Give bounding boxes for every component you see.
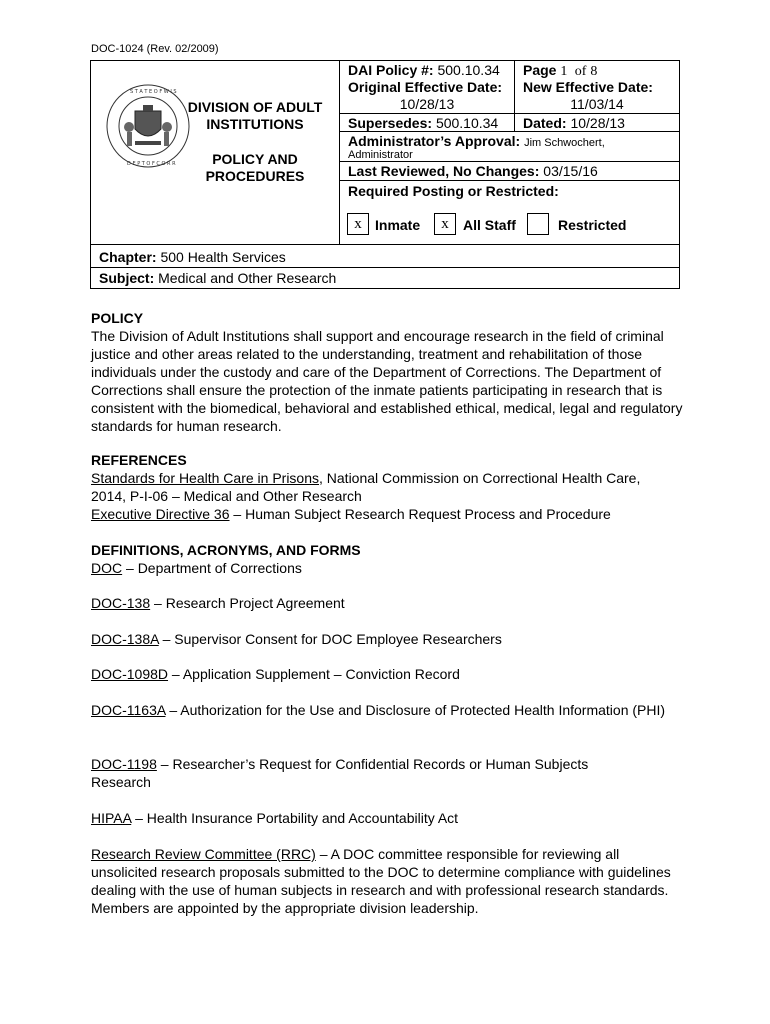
original-effective-label: Original Effective Date: xyxy=(348,79,503,95)
policy-text: The Division of Adult Institutions shall support and encourage research in the field of criminal justice and other areas related to the understanding, treatment and rehabilitation of those individuals under the custody and care of the Department of Corrections. The Department of Corrections shall ensure the protection of the inmate patients participating in research that is consistent with the biomedical, behavioral and established ethical, medical, legal and regulatory standards for human research. xyxy=(91,328,683,434)
supersedes-value: 500.10.34 xyxy=(435,115,499,131)
new-effective-label: New Effective Date: xyxy=(523,79,653,95)
svg-text:S T A T E O F W I S: S T A T E O F W I S xyxy=(130,89,177,95)
row-divider xyxy=(340,161,679,162)
page-total: 8 xyxy=(590,64,598,79)
definition-term[interactable]: DOC-138 xyxy=(91,595,151,611)
restricted-label: Restricted xyxy=(558,217,627,233)
row-divider xyxy=(340,113,679,114)
policy-header-table xyxy=(90,60,680,289)
posting-label: Required Posting or Restricted: xyxy=(348,183,559,199)
subject-divider xyxy=(91,267,679,268)
row-divider xyxy=(340,131,679,132)
definition-item: DOC-138A – Supervisor Consent for DOC Employee Researchers xyxy=(91,631,502,647)
definition-item: Research Review Committee (RRC) – A DOC committee responsible for reviewing all unsolicited research proposals submitted to the DOC to determine compliance with guidelines dealing with the use of human subjects in research and with professional research standards. Members are appointed by the appropriate division leadership. xyxy=(91,846,671,916)
definition-item: DOC-1163A – Authorization for the Use and Disclosure of Protected Health Information (PHI) xyxy=(91,702,666,718)
reference-item: Standards for Health Care in Prisons, National Commission on Correctional Health Care, 2014, P-I-06 – Medical and Other Research xyxy=(91,470,641,504)
reference-item: Executive Directive 36 – Human Subject Research Request Process and Procedure xyxy=(91,506,611,522)
policy-procedures-title: POLICY AND PROCEDURES xyxy=(205,151,305,184)
policy-number-label: DAI Policy #: xyxy=(348,62,434,78)
inmate-checkbox[interactable]: x xyxy=(347,213,369,235)
header-divider xyxy=(339,61,340,244)
dated-value: 10/28/13 xyxy=(570,115,625,131)
approval-row xyxy=(348,133,605,150)
approval-title: Administrator xyxy=(348,149,413,161)
definition-item: DOC-1198 – Researcher’s Request for Confidential Records or Human Subjects Research xyxy=(91,756,589,790)
all-staff-label: All Staff xyxy=(463,217,516,233)
references-heading: REFERENCES xyxy=(91,452,187,468)
definition-term[interactable]: DOC-1163A xyxy=(91,702,166,718)
definition-term[interactable]: Research Review Committee (RRC) xyxy=(91,846,316,862)
dated-label: Dated: xyxy=(523,115,567,131)
subject-row xyxy=(99,270,336,286)
approval-name: Jim Schwochert, xyxy=(524,137,605,149)
definition-item: DOC – Department of Corrections xyxy=(91,560,302,576)
supersedes-label: Supersedes: xyxy=(348,115,433,131)
policy-number: 500.10.34 xyxy=(437,62,500,78)
chapter-row xyxy=(99,249,286,265)
restricted-checkbox[interactable] xyxy=(527,213,549,235)
definition-item: HIPAA – Health Insurance Portability and Accountability Act xyxy=(91,810,459,826)
division-title: DIVISION OF ADULT INSTITUTIONS xyxy=(187,99,323,132)
page-number: 1 xyxy=(560,64,568,79)
definition-term[interactable]: DOC-1198 xyxy=(91,756,157,772)
last-reviewed-row xyxy=(348,163,598,180)
definitions-heading-block xyxy=(91,541,691,577)
chapter-divider xyxy=(91,244,679,245)
svg-text:D E P T O F C O R R: D E P T O F C O R R xyxy=(127,161,176,167)
supersedes-row xyxy=(348,115,498,132)
inmate-label: Inmate xyxy=(375,217,421,233)
policy-heading: POLICY xyxy=(91,310,144,326)
last-reviewed-date: 03/15/16 xyxy=(543,163,598,179)
definition-term[interactable]: DOC xyxy=(91,560,123,576)
all-staff-checkbox[interactable]: x xyxy=(434,213,456,235)
policy-number-row xyxy=(348,62,500,79)
subject-label: Subject: xyxy=(99,270,155,286)
definition-term[interactable]: HIPAA xyxy=(91,810,132,826)
chapter-value: 500 Health Services xyxy=(160,249,286,265)
approval-label: Administrator’s Approval: xyxy=(348,133,521,149)
page-of: of xyxy=(574,64,587,79)
page-label: Page xyxy=(523,62,557,78)
reference-link[interactable]: Standards for Health Care in Prisons xyxy=(91,470,319,486)
page-row xyxy=(523,62,597,80)
dated-row xyxy=(523,115,625,132)
chapter-label: Chapter: xyxy=(99,249,157,265)
references-section xyxy=(91,451,651,523)
definition-term[interactable]: DOC-1098D xyxy=(91,666,169,682)
form-number: DOC-1024 (Rev. 02/2009) xyxy=(91,43,219,55)
subject-value: Medical and Other Research xyxy=(158,270,337,286)
original-effective-date: 10/28/13 xyxy=(399,96,455,112)
row-divider xyxy=(340,180,679,181)
new-effective-date: 11/03/14 xyxy=(570,96,624,112)
definitions-heading: DEFINITIONS, ACRONYMS, AND FORMS xyxy=(91,542,361,558)
reference-link[interactable]: Executive Directive 36 xyxy=(91,506,230,522)
last-reviewed-label: Last Reviewed, No Changes: xyxy=(348,163,540,179)
definition-item: DOC-1098D – Application Supplement – Conviction Record xyxy=(91,666,460,682)
definition-term[interactable]: DOC-138A xyxy=(91,631,159,647)
policy-section xyxy=(91,309,683,435)
definition-item: DOC-138 – Research Project Agreement xyxy=(91,595,345,611)
